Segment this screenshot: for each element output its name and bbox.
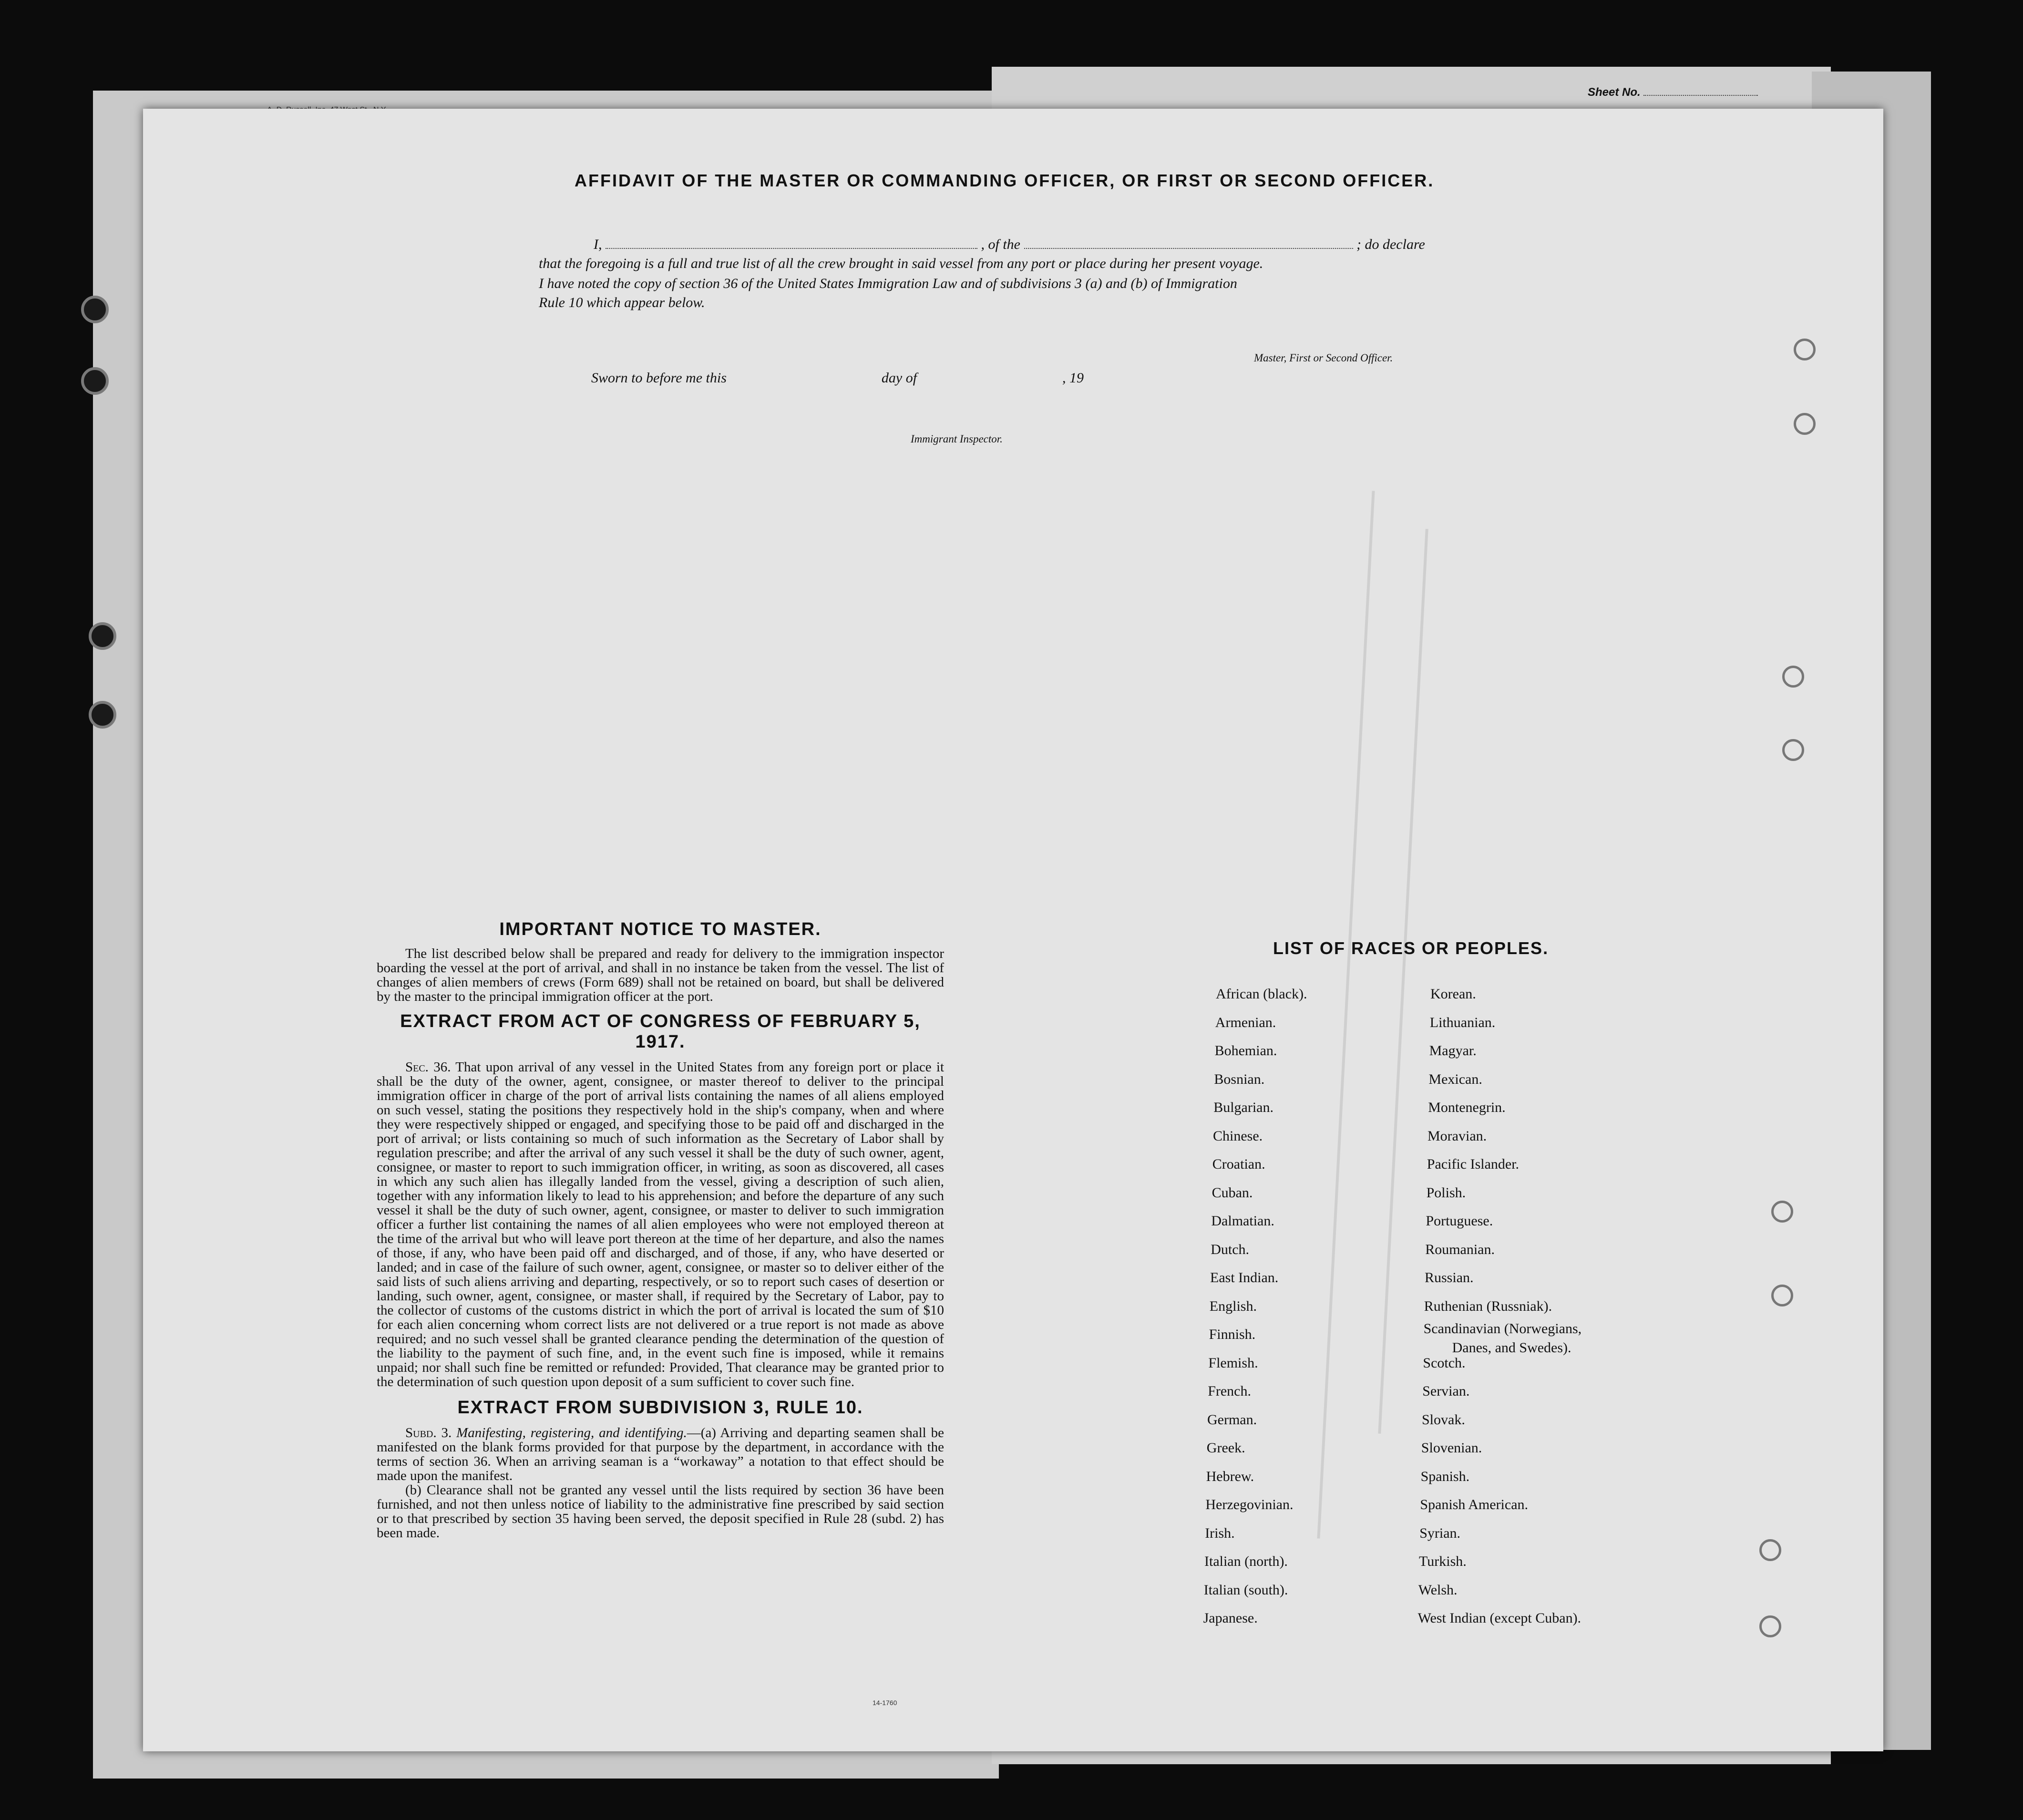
race-item: Portuguese. — [1426, 1213, 1493, 1229]
extract-act-title: EXTRACT FROM ACT OF CONGRESS OF FEBRUARY 5, 1917. — [400, 1011, 921, 1052]
day-of-label: day of — [881, 370, 917, 386]
punch-hole-4 — [1782, 739, 1804, 761]
race-item: Russian. — [1425, 1270, 1474, 1285]
race-item: Syrian. — [1419, 1525, 1461, 1541]
race-item: Danes, and Swedes). — [1452, 1340, 1571, 1356]
race-item: Ruthenian (Russniak). — [1424, 1298, 1552, 1314]
race-item: Greek. — [1206, 1440, 1245, 1456]
race-item: Chinese. — [1213, 1128, 1263, 1144]
race-item: Scandinavian (Norwegians, — [1423, 1321, 1582, 1337]
race-item: Slovenian. — [1421, 1440, 1482, 1456]
race-item: Roumanian. — [1425, 1241, 1495, 1257]
race-item: Lithuanian. — [1429, 1014, 1496, 1030]
affidavit-line-1 — [594, 236, 1425, 253]
race-item: Dalmatian. — [1211, 1213, 1274, 1229]
affidavit-page — [143, 109, 1883, 1751]
form-code: 14-1760 — [873, 1699, 897, 1707]
notice-title: IMPORTANT NOTICE TO MASTER. — [499, 919, 822, 939]
race-item: Spanish American. — [1420, 1497, 1529, 1512]
race-item: Mexican. — [1428, 1071, 1482, 1087]
punch-hole-1 — [1794, 339, 1816, 360]
race-item: Korean. — [1430, 986, 1476, 1002]
affidavit-do-declare: ; do declare — [1356, 236, 1425, 252]
left-column — [377, 919, 944, 1540]
binder-hole-3 — [89, 622, 116, 650]
race-item: Welsh. — [1418, 1582, 1458, 1598]
sworn-line — [591, 370, 1084, 386]
master-signature-label: Master, First or Second Officer. — [1254, 352, 1393, 364]
race-item: Dutch. — [1211, 1241, 1250, 1257]
punch-hole-8 — [1759, 1615, 1781, 1637]
year-label: , 19 — [1062, 370, 1084, 386]
race-item: Flemish. — [1208, 1355, 1258, 1371]
race-item: Hebrew. — [1206, 1468, 1254, 1484]
extract-rule-b: (b) Clearance shall not be granted any vessel until the lists required by section 36 have been furnished, and not then unless notice of liability to the administrative fine prescribed by said section or to that prescribed by section 35 having been served, the deposit specified in Rule 28 (subd. 2) has been made. — [377, 1482, 944, 1541]
race-item: Italian (south). — [1203, 1582, 1288, 1598]
extract-act-text: That upon arrival of any vessel in the United States from any foreign port or place it shall be the duty of the owner, agent, consignee, or master thereof to deliver to the principal immigration officer in charge of the port of arrival lists containing the names of all aliens employed on such vessel, stating the positions they respectively hold in the ship's company, when and where they were respectively shipped or engaged, and specifying those to be paid off and discharged in the port of arrival; or lists containing so much of such information as the Secretary of Labor shall by regulation prescribe; and after the arrival of any such vessel it shall be the duty of such owner, agent, consignee, or master to report to such immigration officer, in writing, as soon as discovered, all cases in which any such alien has illegally landed from the vessel, giving a description of such alien, together with any information likely to lead to his apprehension; and before the departure of any such vessel it shall be the duty of such owner, agent, consignee, or master to deliver to such immigration officer a further list containing the names of all alien employees who were not employed thereon at the time of the arrival but who will leave port thereon at the time of her departure, and also the names of those, if any, who have been paid off and discharged, and of those, if any, who have deserted or landed; and in case of the failure of such owner, agent, consignee, or master so to deliver either of the said lists of such aliens arriving and departing, respectively, or so to report such cases of desertion or landing, such owner, agent, consignee, or master shall, if required by the Secretary of Labor, pay to the collector of customs of the customs district in which the port of arrival is located the sum of $10 for each alien concerning whom correct lists are not delivered or a true report is not made as above required; and no such vessel shall be granted clearance pending the determination of the question of the liability to the payment of such fine, and, in the event such fine is imposed, while it remains unpaid; nor shall such fine be remitted or refunded: Provided, That clearance may be granted prior to the determination of such question upon deposit of a sum sufficient to cover such fine. — [377, 1059, 945, 1389]
race-item: Bulgarian. — [1213, 1100, 1273, 1115]
sheet-no-line — [1643, 95, 1758, 96]
race-item: Italian (north). — [1204, 1553, 1288, 1569]
punch-hole-5 — [1771, 1201, 1793, 1223]
extract-rule-a-text: —(a) Arriving and departing seamen shall be manifested on the blank forms provided for that purpose by the department, in accordance with the terms of section 36. When an arriving seaman is a “workaway” a notation to that effect should be made upon the manifest. — [377, 1425, 944, 1483]
punch-hole-2 — [1794, 413, 1816, 435]
name-blank[interactable] — [606, 248, 977, 249]
extract-act-body — [377, 1060, 944, 1389]
extract-rule-title: EXTRACT FROM SUBDIVISION 3, RULE 10. — [457, 1398, 863, 1418]
show-through-mark-2 — [1378, 529, 1428, 1434]
race-item: Magyar. — [1429, 1043, 1477, 1059]
race-item: Slovak. — [1422, 1411, 1465, 1428]
race-item: Croatian. — [1212, 1156, 1265, 1172]
race-item: Moravian. — [1427, 1128, 1487, 1144]
race-item: Cuban. — [1212, 1184, 1253, 1201]
affidavit-line-4: Rule 10 which appear below. — [539, 295, 705, 310]
punch-hole-3 — [1782, 666, 1804, 688]
race-item: Turkish. — [1419, 1553, 1467, 1569]
race-item: German. — [1207, 1411, 1257, 1428]
subd-label: Subd. 3. — [405, 1425, 452, 1440]
punch-hole-7 — [1759, 1539, 1781, 1561]
extract-rule-a — [377, 1426, 944, 1483]
affidavit-of-the-label: , of the — [981, 236, 1020, 252]
sec-label: Sec. 36. — [405, 1059, 451, 1075]
race-item: Armenian. — [1215, 1014, 1276, 1030]
race-item: Herzegovinian. — [1205, 1497, 1294, 1512]
race-item: English. — [1209, 1298, 1257, 1314]
race-item: West Indian (except Cuban). — [1417, 1610, 1581, 1626]
punch-hole-6 — [1771, 1285, 1793, 1306]
affidavit-line-3: I have noted the copy of section 36 of the United States Immigration Law and of subdivisions 3 (a) and (b) of Immigration — [539, 276, 1237, 291]
sworn-label: Sworn to before me this — [591, 370, 727, 386]
vessel-blank[interactable] — [1024, 248, 1353, 249]
race-item: Japanese. — [1203, 1610, 1258, 1626]
race-item: Montenegrin. — [1428, 1100, 1506, 1115]
sheet-no-label — [1588, 86, 1758, 99]
races-title: LIST OF RACES OR PEOPLES. — [1273, 938, 1549, 958]
race-item: Bosnian. — [1214, 1071, 1265, 1087]
race-item: Spanish. — [1420, 1468, 1470, 1484]
binder-hole-1 — [81, 296, 109, 323]
inspector-label: Immigrant Inspector. — [911, 433, 1003, 445]
race-item: Servian. — [1422, 1383, 1470, 1399]
race-item: Pacific Islander. — [1427, 1156, 1520, 1172]
binder-hole-2 — [81, 367, 109, 395]
race-item: East Indian. — [1210, 1270, 1279, 1285]
race-item: African (black). — [1216, 986, 1307, 1002]
race-item: French. — [1208, 1383, 1251, 1399]
notice-text: The list described below shall be prepared and ready for delivery to the immigration inspector boarding the vessel at the port of arrival, and shall in no instance be taken from the vessel. The list of changes of alien members of crews (Form 689) shall not be retained on board, but shall be delivered by the master to the principal immigration officer at the port. — [377, 946, 944, 1004]
race-item: Irish. — [1205, 1525, 1235, 1541]
race-item: Polish. — [1426, 1184, 1466, 1201]
race-item: Finnish. — [1209, 1326, 1256, 1342]
binder-hole-4 — [89, 701, 116, 729]
race-item: Scotch. — [1423, 1355, 1466, 1371]
affidavit-line-2: that the foregoing is a full and true list of all the crew brought in said vessel from any port or place during her present voyage. — [539, 256, 1263, 271]
subd-heading: Manifesting, registering, and identifying. — [456, 1425, 687, 1440]
affidavit-i-label: I, — [594, 236, 602, 252]
race-item: Bohemian. — [1214, 1043, 1277, 1059]
sheet-no-text: Sheet No. — [1588, 86, 1641, 99]
affidavit-title: AFFIDAVIT OF THE MASTER OR COMMANDING OFFICER, OR FIRST OR SECOND OFFICER. — [575, 171, 1435, 190]
show-through-mark-1 — [1317, 491, 1375, 1538]
